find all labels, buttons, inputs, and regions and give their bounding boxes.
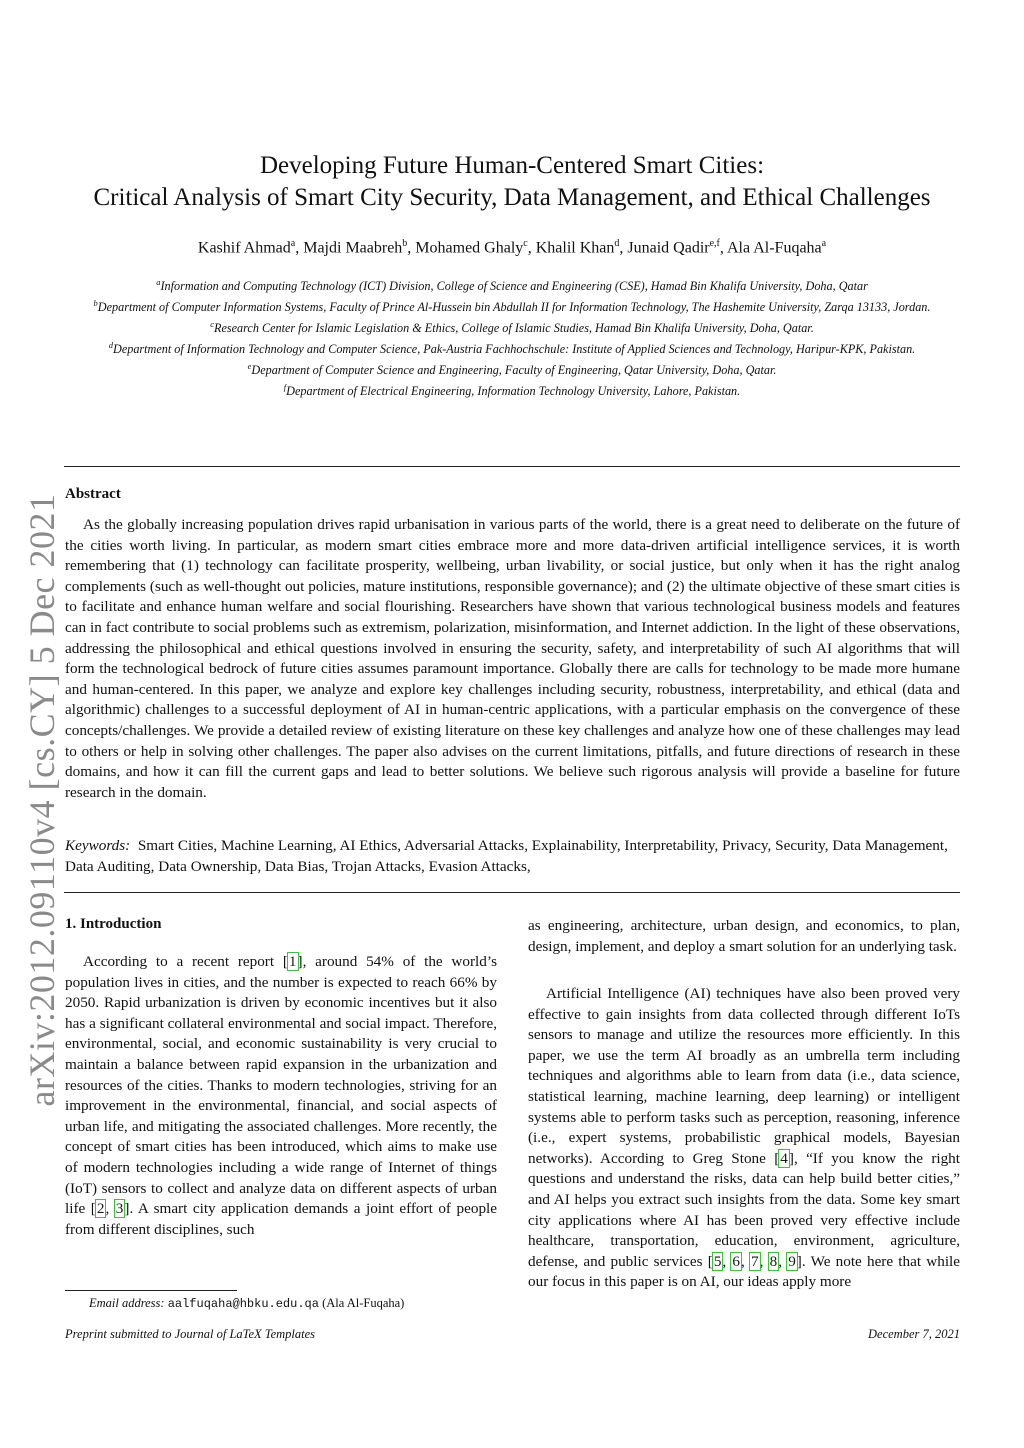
footnote-name: (Ala Al-Fuqaha) [322,1296,405,1310]
author-name: Majdi Maabreh [303,239,403,257]
citation-link[interactable]: 4 [780,1149,788,1167]
citation-link[interactable]: 3 [115,1200,124,1218]
abstract-text: As the globally increasing population drives rapid urbanisation in various parts of the world, there is a great need to deliberate on the future of the cities worth living. In particular, as modern smart cities embrace more and more data-driven artificial intelligence services, it is worth remembering that (1) technology can facilitate prosperity, wellbeing, urban livability, or social justice, but only when it has the right analog complements (such as well-thought out policies, mature institutions, responsible governance); and (2) the ultimate objective of these smart cities is to facilitate and enhance human welfare and social flourishing. Researchers have shown that various technological business models and features can in fact contribute to social problems such as extremism, polarization, misinformation, and Internet addiction. In the light of these observations, addressing the philosophical and ethical questions involved in ensuring the security, safety, and interpretability of such AI algorithms that will form the technological bedrock of future cities assumes paramount importance. Globally there are calls for technology to be made more humane and human-centered. In this paper, we analyze and explore key challenges including security, robustness, interpretability, and ethical (data and algorithmic) challenges to a successful deployment of AI in human-centric applications, with a particular emphasis on the convergence of these concepts/challenges. We provide a detailed review of existing literature on these key challenges and analyze how one of these challenges may lead to others or help in solving other challenges. The paper also advises on the current limitations, pitfalls, and future directions of research in these domains, and how it can fill the current gaps and lead to better solutions. We believe such rigorous analysis will provide a baseline for future research in the domain. [65,516,960,801]
intro-right-paragraph-1: as engineering, architecture, urban design, and economics, to plan, design, implement, and deploy a smart solution for an underlying task. [528,917,960,955]
author-affil-mark: c [523,238,528,249]
footer-preprint-note: Preprint submitted to Journal of LaTeX Templates [65,1327,316,1341]
affiliation-item: $^b$Department of Computer Information Systems, Faculty of Prince Al-Hussein bin Abdullah II for Information Technology, The Hashemite University, Zarqa 13133, Jordan. [93,298,931,315]
citation-link[interactable]: 1 [288,953,297,970]
intro-right-paragraph-2: Artificial Intelligence (AI) techniques have also been proved very effective to gain insights from data collected through different IoTs sensors to manage and utilize the resources more efficiently. In this paper, we use the term AI broadly as an umbrella term including techniques and algorithms able to learn from data (i.e., data science, statistical learning, machine learning, deep learning) or intelligent systems able to perform tasks such as perception, reasoning, inference (i.e., expert systems, probabilistic graphical models, Bayesian networks). According to Greg Stone [4], “If you know the right questions and understand the risks, data can help build better cities,” and AI helps you extract such insights from the data. Some key smart city applications where AI has been proved very effective include healthcare, transportation, education, environment, agriculture, defense, and public services [5, 6, 7, 8, 9]. We note here that while our focus in this paper is on AI, our ideas apply more [528,985,961,1291]
citation-link[interactable]: 6 [732,1252,741,1270]
author-affil-mark: e,f [709,238,720,249]
abstract-heading: Abstract [65,486,121,502]
author-affil-mark: a [290,238,296,249]
citation-link[interactable]: 2 [96,1200,105,1218]
affiliation-item: $^a$Information and Computing Technology (ICT) Division, College of Science and Engineering (CSE), Hamad Bin Khalifa University, Doha, Qatar [156,277,868,294]
email-link[interactable]: aalfuqaha@hbku.edu.qa [167,1297,319,1311]
author-name: Kashif Ahmad [197,239,291,257]
paper-title-line1: Developing Future Human-Centered Smart Cities: [259,152,765,179]
author-name: Mohamed Ghaly [415,239,524,257]
affiliation-item: $^e$Department of Computer Science and Engineering, Faculty of Engineering, Qatar University, Doha, Qatar. [247,361,777,378]
author-affil-mark: a [821,238,827,249]
keywords [65,836,960,877]
paper-title-line2: Critical Analysis of Smart City Security, Data Management, and Ethical Challenges [93,184,931,211]
affiliation-list [60,274,964,400]
affiliation-item: $^f$Department of Electrical Engineering, Information Technology University, Lahore, Pakistan. [283,382,741,399]
citation-link[interactable]: 5 [713,1252,722,1270]
author-affil-mark: d [614,238,620,249]
author-name: Ala Al-Fuqaha [727,239,822,257]
affiliation-item: $^c$Research Center for Islamic Legislation & Ethics, College of Islamic Studies, Hamad Bin Khalifa University, Doha, Qatar. [210,319,814,336]
footnote-rule [65,1290,237,1291]
citation-link[interactable]: 9 [788,1252,796,1270]
author-name: Junaid Qadir [627,239,710,257]
abstract-bottom-rule [64,892,960,893]
abstract-top-rule [64,466,960,467]
citation-link[interactable]: 8 [769,1252,778,1270]
citation-link[interactable]: 7 [751,1252,759,1270]
footnote-label: Email address: [89,1296,165,1310]
footer-date: December 7, 2021 [868,1327,960,1341]
author-list: Kashif Ahmad$^a$, Majdi Maabreh$^b$, Mohamed Ghaly$^c$, Khalil Khan$^d$, Junaid Qadir$^{e,f}$, Ala Al-Fuqaha$^a$ [197,238,827,257]
intro-left-paragraph: According to a recent report [1], around 54% of the world’s population lives in cities, and the number is expected to reach 66% by 2050. Rapid urbanization is driven by economic incentives but it also has a significant collateral environmental and social impact. Therefore, environmental, social, and economic sustainability is very crucial to maintain a balance between rapid expansion in the urbanization and resources of the cities. Thanks to modern technologies, striving for an improvement in the environmental, financial, and social aspects of urban life, and mitigating the associated challenges. More recently, the concept of smart cities has been introduced, which aims to make use of modern technologies including a wide range of Internet of things (IoT) sensors to collect and analyze data on different aspects of urban life [2, 3]. A smart city application demands a joint effort of people from different disciplines, such [65,953,498,1238]
affiliation-item: $^d$Department of Information Technology and Computer Science, Pak-Austria Fachhochschule: Institute of Applied Sciences and Technology, Haripur-KPK, Pakistan. [108,340,916,357]
author-name: Khalil Khan [535,239,615,257]
keywords-text: Smart Cities, Machine Learning, AI Ethics, Adversarial Attacks, Explainability, Interpretability, Privacy, Security, Data Management, Data Auditing, Data Ownership, Data Bias, Trojan Attacks, Evasion Attacks, [65,837,948,875]
section-heading-introduction: 1. Introduction [65,916,162,932]
footnote-email [65,1296,404,1311]
author-affil-mark: b [402,238,408,249]
keywords-label: Keywords: [65,837,131,854]
arxiv-stamp: arXiv:2012.09110v4 [cs.CY] 5 Dec 2021 [22,493,62,1107]
